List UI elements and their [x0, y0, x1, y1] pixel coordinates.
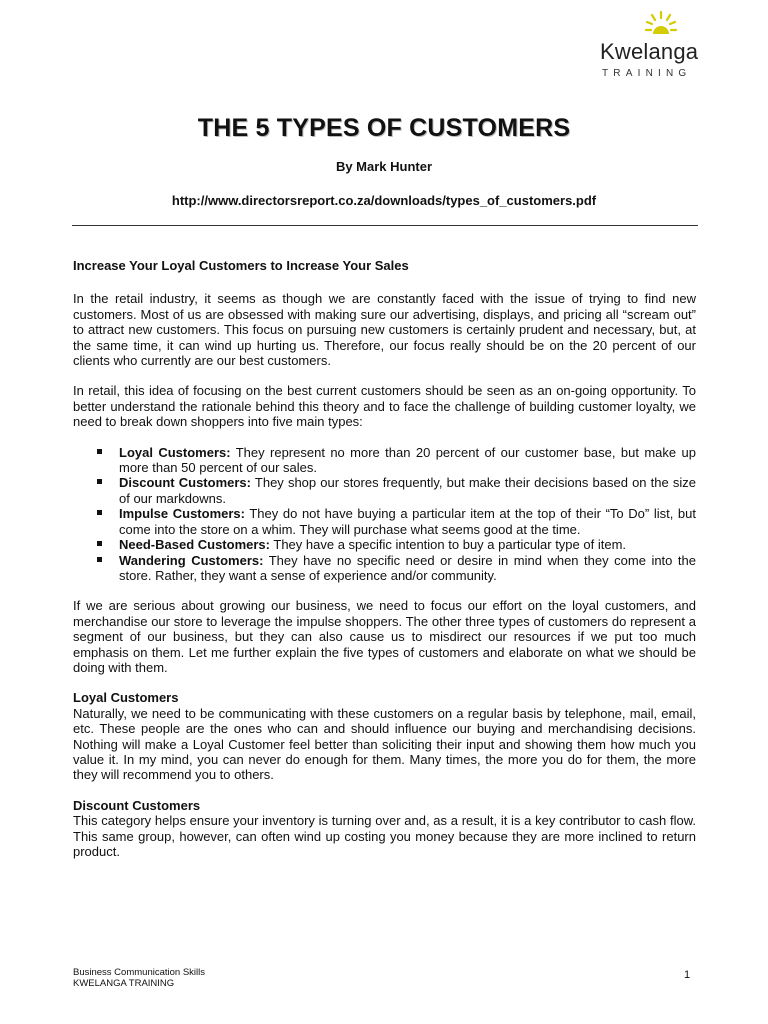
type-description: They have no specific need or desire in mind when they come into the store. Rather, they want a sense of experience and/or community. [119, 552, 696, 583]
paragraph-focus: If we are serious about growing our business, we need to focus our effort on the loyal customers, and merchandise our store to leverage the impulse shoppers. The other three types of customers do represent a segment of our business, but they can also cause us to misdirect our resources if we put too much emphasis on them. Let me further explain the five types of customers and elaborate on what we should be doing with them. [73, 598, 696, 675]
bullet-icon [97, 557, 102, 562]
bullet-icon [97, 479, 102, 484]
kwelanga-logo [596, 8, 708, 80]
loyal-heading: Loyal Customers [73, 690, 179, 706]
type-name: Wandering Customers: [119, 552, 264, 568]
list-item [73, 537, 696, 552]
author-line: By Mark Hunter [335, 159, 433, 174]
type-name: Need-Based Customers: [119, 537, 270, 553]
type-description: They represent no more than 20 percent of our customer base, but make up more than 50 percent of our sales. [119, 444, 696, 476]
list-item [73, 475, 696, 506]
bullet-icon [97, 510, 102, 515]
list-item [73, 506, 696, 537]
header-divider [72, 225, 698, 226]
paragraph-intro: In the retail industry, it seems as though we are constantly faced with the issue of trying to find new customers. Most of us are obsessed with making sure our advertising, displays, and pricing all “scream out” to attract new customers. This focus on pursuing new customers is certainly prudent and necessary, but, at the same time, it can wind up hurting us. Therefore, our focus really should be on the 20 percent of our clients who currently are our best customers. [73, 291, 696, 369]
source-url[interactable]: http://www.directorsreport.co.za/downloads/types_of_customers.pdf [171, 193, 597, 208]
page-number: 1 [684, 969, 691, 981]
type-name: Impulse Customers: [119, 506, 245, 522]
type-name: Loyal Customers: [119, 444, 231, 460]
logo-brand: Kwelanga [600, 39, 699, 64]
sun-icon [644, 8, 678, 42]
footer-org: KWELANGA TRAINING [73, 978, 175, 989]
list-item [73, 553, 696, 584]
section-heading: Increase Your Loyal Customers to Increase Your Sales [73, 258, 409, 273]
bullet-icon [97, 541, 102, 546]
discount-heading: Discount Customers [73, 797, 201, 813]
type-description: They have a specific intention to buy a particular type of item. [270, 537, 627, 553]
bullet-icon [97, 449, 102, 454]
article-body [73, 258, 696, 859]
loyal-paragraph: Naturally, we need to be communicating with these customers on a regular basis by telephone, mail, email, etc. These people are the ones who can and should influence our buying and merchandising decisions. Nothing will make a Loyal Customer feel better than soliciting their input and showing them how much you value it. In my mind, you can never do enough for them. Many times, the more you do for them, the more they will recommend you to others. [73, 705, 696, 783]
logo-subtitle: TRAINING [602, 68, 692, 79]
type-description: They shop our stores frequently, but make their decisions based on the size of our markdowns. [119, 475, 697, 506]
list-item [73, 445, 696, 476]
type-description: They do not have buying a particular item at the top of their “To Do” list, but come into the store on a whim. They will purchase what seems good at the time. [119, 506, 697, 537]
customer-types-list [73, 445, 696, 584]
footer-course: Business Communication Skills [73, 967, 205, 978]
paragraph-types-intro: In retail, this idea of focusing on the best current customers should be seen as an on-going opportunity. To better understand the rationale behind this theory and to face the challenge of building customer loyalty, we need to break down shoppers into five main types: [73, 383, 696, 430]
discount-paragraph: This category helps ensure your inventory is turning over and, as a result, it is a key contributor to cash flow. This same group, however, can often wind up costing you money because they are more inclined to return product. [73, 813, 696, 859]
footer [73, 967, 205, 989]
page-title: THE 5 TYPES OF CUSTOMERS [197, 114, 571, 142]
type-name: Discount Customers: [119, 475, 251, 491]
